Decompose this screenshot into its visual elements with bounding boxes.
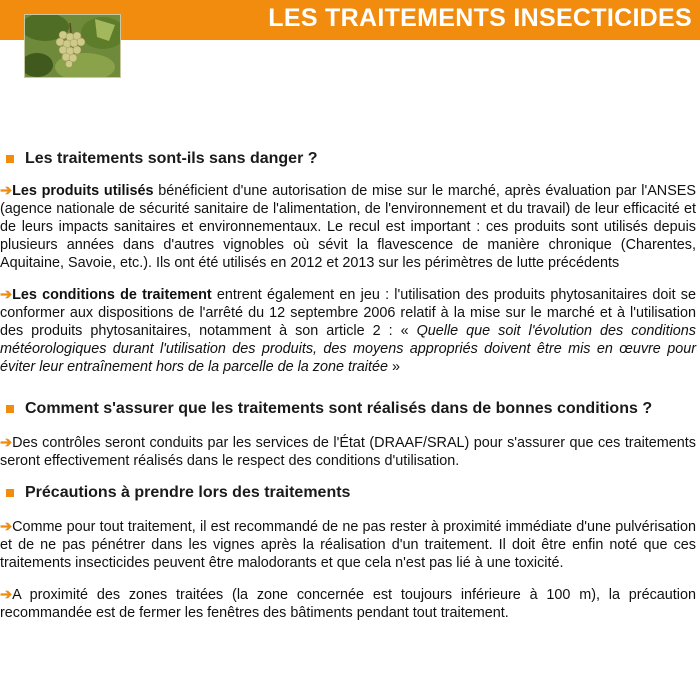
section-heading-precautions	[0, 484, 696, 502]
paragraph-text: Des contrôles seront conduits par les services de l'État (DRAAF/SRAL) pour s'assurer que ces traitements seront effectivement réalisés dans le respect des conditions d'utilisation.	[0, 435, 696, 469]
grape-vine-icon	[25, 15, 120, 77]
paragraph-quote: Quelle que soit l'évolution des conditions météorologiques durant l'utilisation des produits, des moyens appropriés doivent être mis en œuvre pour éviter leur entraînement hors de la parcelle de la zone traitée	[0, 323, 697, 375]
paragraph-text: Comme pour tout traitement, il est recommandé de ne pas rester à proximité immédiate d'une pulvérisation et de ne pas pénétrer dans les vignes après la réalisation d'un traitement. Il doit être enfin noté que ces traitements insecticides peuvent être malodorants et que cela n'est pas lié à une toxicité.	[0, 519, 696, 571]
paragraph-text: bénéficient d'une autorisation de mise sur le marché, après évaluation par l'ANSES (agence nationale de sécurité sanitaire de l'alimentation, de l'environnement et du travail) de leur efficacité et de leurs impacts sanitaires et environnementaux. Le recul est important : ces produits sont utilisés depuis plusieurs années dans d'autres vignobles où sévit la flavescence de manière chronique (Charentes, Aquitaine, Savoie, etc.). Ils ont été utilisés en 2012 et 2013 sur les périmètres de lutte précédents	[0, 183, 697, 271]
paragraph-text: A proximité des zones traitées (la zone concernée est toujours inférieure à 100 m), la précaution recommandée est de fermer les fenêtres des bâtiments pendant tout traitement.	[0, 587, 696, 621]
section-heading-text: Comment s'assurer que les traitements sont réalisés dans de bonnes conditions ?	[25, 400, 653, 417]
square-bullet-icon	[6, 155, 14, 163]
square-bullet-icon	[6, 405, 14, 413]
paragraph-conditions	[0, 286, 696, 376]
paragraph-tail: »	[387, 359, 400, 375]
section-heading-text: Précautions à prendre lors des traitements	[25, 484, 351, 501]
arrow-right-icon: ➔	[0, 183, 13, 199]
arrow-right-icon: ➔	[0, 435, 13, 451]
document-body	[0, 150, 696, 622]
paragraph-lead: Les conditions de traitement	[12, 287, 212, 303]
section-heading-text: Les traitements sont-ils sans danger ?	[25, 150, 318, 167]
section-heading-controls	[0, 400, 696, 418]
page-title: LES TRAITEMENTS INSECTICIDES	[268, 4, 692, 32]
paragraph-products	[0, 182, 696, 272]
paragraph-precautions-proximity	[0, 586, 696, 622]
arrow-right-icon: ➔	[0, 587, 13, 603]
arrow-right-icon: ➔	[0, 287, 13, 303]
paragraph-text: entrent également en jeu : l'utilisation des produits phytosanitaires doit se conformer aux dispositions de l'arrêté du 12 septembre 2006 relatif à la mise sur le marché et à l'utilisation des produits phytosanitaires, notamment à son article 2 : «	[0, 287, 697, 339]
square-bullet-icon	[6, 489, 14, 497]
section-heading-safety	[0, 150, 696, 168]
arrow-right-icon: ➔	[0, 519, 13, 535]
grape-vine-photo	[24, 14, 121, 78]
paragraph-lead: Les produits utilisés	[12, 183, 154, 199]
paragraph-controls	[0, 434, 696, 470]
paragraph-precautions-general	[0, 518, 696, 572]
